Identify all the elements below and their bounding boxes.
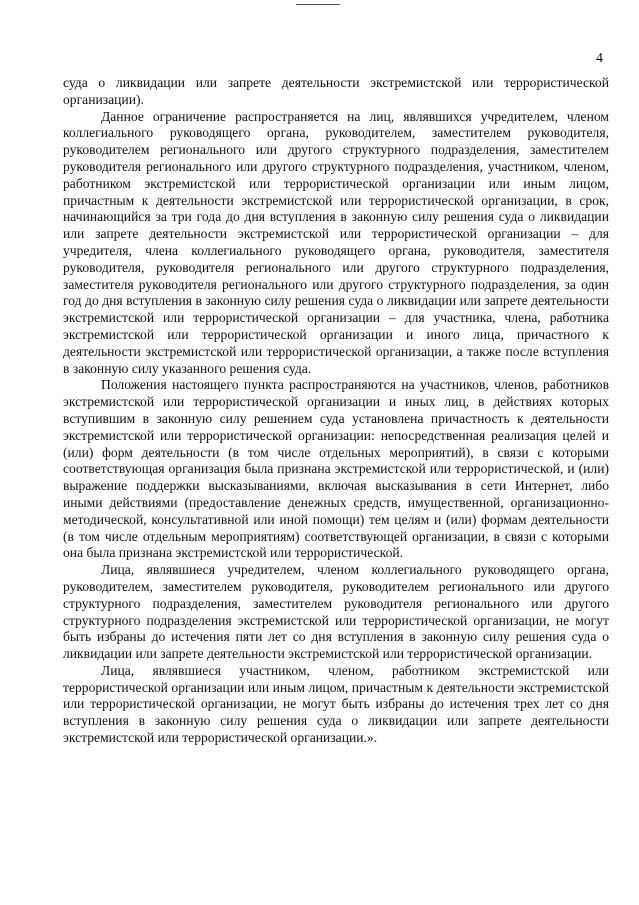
paragraph-three-year-ban: Лица, являвшиеся участником, членом, работником экстремистской или террористической организации или иным лицом, причастным к деятельности экстремистской или террористической организации, не могут быть избраны до истечения трех лет со дня вступления в законную силу решения суда о ликвидации или запрете деятельности экстремистской или террористической организации.». [63,662,609,746]
paragraph-five-year-ban: Лица, являвшиеся учредителем, членом коллегиального руководящего органа, руководителем, заместителем руководителя, руководителем регионального или другого структурного подразделения, заместителем руководителя регионального или другого структурного подразделения экстремистской или террористической организации, не могут быть избраны до истечения пяти лет со дня вступления в законную силу решения суда о ликвидации или запрете деятельности экстремистской или террористической организации. [63,562,609,662]
document-body [63,75,609,747]
page-number: 4 [596,51,603,66]
paragraph-provisions-applicability: Положения настоящего пункта распространяются на участников, членов, работников экстремистской или террористической организации и иных лиц, в действиях которых вступившим в законную силу решением суда установлена причастность к деятельности экстремистской или террористической организации: непосредственная реализация целей и (или) форм деятельности (в том числе отдельных мероприятий), в связи с которыми соответствующая организация была признана экстремистской или террористической, и (или) выражение поддержки высказываниями, включая высказывания в сети Интернет, либо иными действиями (предоставление денежных средств, имущественной, организационно-методической, консультативной или иной помощи) тем целям и (или) формам деятельности (в том числе отдельным мероприятиям) соответствующей организации, в связи с которыми она была признана экстремистской или террористической. [63,377,609,561]
paragraph-restriction-scope: Данное ограничение распространяется на лиц, являвшихся учредителем, членом коллегиального руководящего органа, руководителем, заместителем руководителя, руководителем регионального или другого структурного подразделения, заместителем руководителя регионального или другого структурного подразделения, участником, членом, работником экстремистской или террористической организации или иным лицом, причастным к деятельности экстремистской или террористической организации, в срок, начинающийся за три года до дня вступления в законную силу решения суда о ликвидации или запрете деятельности экстремистской или террористической организации – для учредителя, члена коллегиального руководящего органа, руководителя, заместителя руководителя, руководителя регионального или другого структурного подразделения, заместителя руководителя регионального или другого структурного подразделения, за один год до дня вступления в законную силу решения суда о ликвидации или запрете деятельности экстремистской или террористической организации – для участника, члена, работника экстремистской или террористической организации и иного лица, причастного к деятельности экстремистской или террористической организации, а также после вступления в законную силу указанного решения суда. [63,108,609,376]
top-rule [296,4,340,5]
paragraph-continuation: суда о ликвидации или запрете деятельности экстремистской или террористической организации). [63,75,609,107]
